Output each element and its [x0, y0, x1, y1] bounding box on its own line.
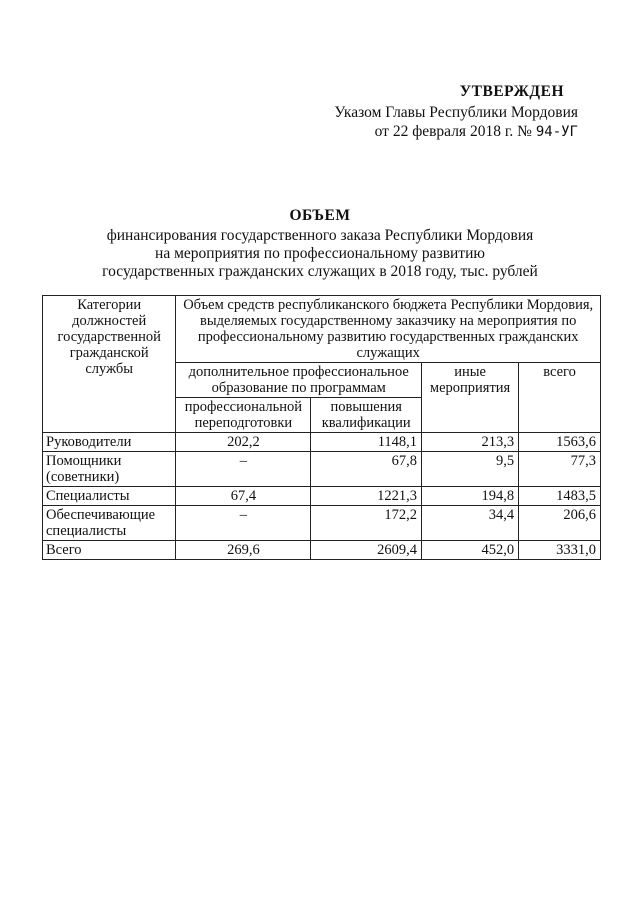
approval-date-text: от 22 февраля 2018 г. №	[374, 123, 532, 140]
document-title: ОБЪЕМ	[289, 207, 351, 224]
cell-qualification: 1148,1	[311, 433, 422, 452]
approval-stamp	[334, 82, 578, 142]
header-category: Категории должностей государственной гражданской службы	[43, 296, 176, 433]
table-header-row-1	[43, 296, 601, 363]
cell-other: 194,8	[422, 487, 519, 506]
header-retraining: профессиональной переподготовки	[176, 398, 311, 433]
row-category: Помощники (советники)	[43, 452, 176, 487]
cell-total: 1483,5	[519, 487, 601, 506]
cell-retraining: –	[176, 506, 311, 541]
cell-retraining: 202,2	[176, 433, 311, 452]
document-subtitle-line3: государственных гражданских служащих в 2018 году, тыс. рублей	[102, 263, 538, 280]
cell-total: 1563,6	[519, 433, 601, 452]
approval-date	[334, 122, 578, 142]
header-volume: Объем средств республиканского бюджета Республики Мордовия, выделяемых государственному заказчику на мероприятия по профессиональному развитию государственных гражданских служащих	[176, 296, 601, 363]
table-row	[43, 487, 601, 506]
cell-retraining: –	[176, 452, 311, 487]
table-row	[43, 452, 601, 487]
header-qualification: повышения квалификации	[311, 398, 422, 433]
row-category: Руководители	[43, 433, 176, 452]
approval-number: 94-УГ	[535, 124, 578, 140]
approval-decree: Указом Главы Республики Мордовия	[334, 104, 578, 121]
document-heading	[0, 207, 640, 281]
cell-other: 452,0	[422, 541, 519, 560]
cell-total: 206,6	[519, 506, 601, 541]
cell-retraining: 269,6	[176, 541, 311, 560]
cell-retraining: 67,4	[176, 487, 311, 506]
cell-qualification: 67,8	[311, 452, 422, 487]
cell-other: 213,3	[422, 433, 519, 452]
table-row	[43, 506, 601, 541]
row-category: Всего	[43, 541, 176, 560]
cell-qualification: 2609,4	[311, 541, 422, 560]
row-category: Специалисты	[43, 487, 176, 506]
cell-total: 77,3	[519, 452, 601, 487]
cell-other: 34,4	[422, 506, 519, 541]
header-additional-education: дополнительное профессиональное образование по программам	[176, 363, 422, 398]
table-row-total	[43, 541, 601, 560]
table-row	[43, 433, 601, 452]
document-subtitle-line2: на мероприятия по профессиональному развитию	[155, 245, 485, 262]
cell-qualification: 1221,3	[311, 487, 422, 506]
cell-qualification: 172,2	[311, 506, 422, 541]
approval-title: УТВЕРЖДЕН	[459, 83, 564, 100]
document-subtitle-line1: финансирования государственного заказа Республики Мордовия	[106, 227, 534, 244]
header-total: всего	[519, 363, 601, 433]
row-category: Обеспечивающие специалисты	[43, 506, 176, 541]
financing-table	[42, 295, 601, 560]
cell-other: 9,5	[422, 452, 519, 487]
cell-total: 3331,0	[519, 541, 601, 560]
header-other-events: иные мероприятия	[422, 363, 519, 433]
